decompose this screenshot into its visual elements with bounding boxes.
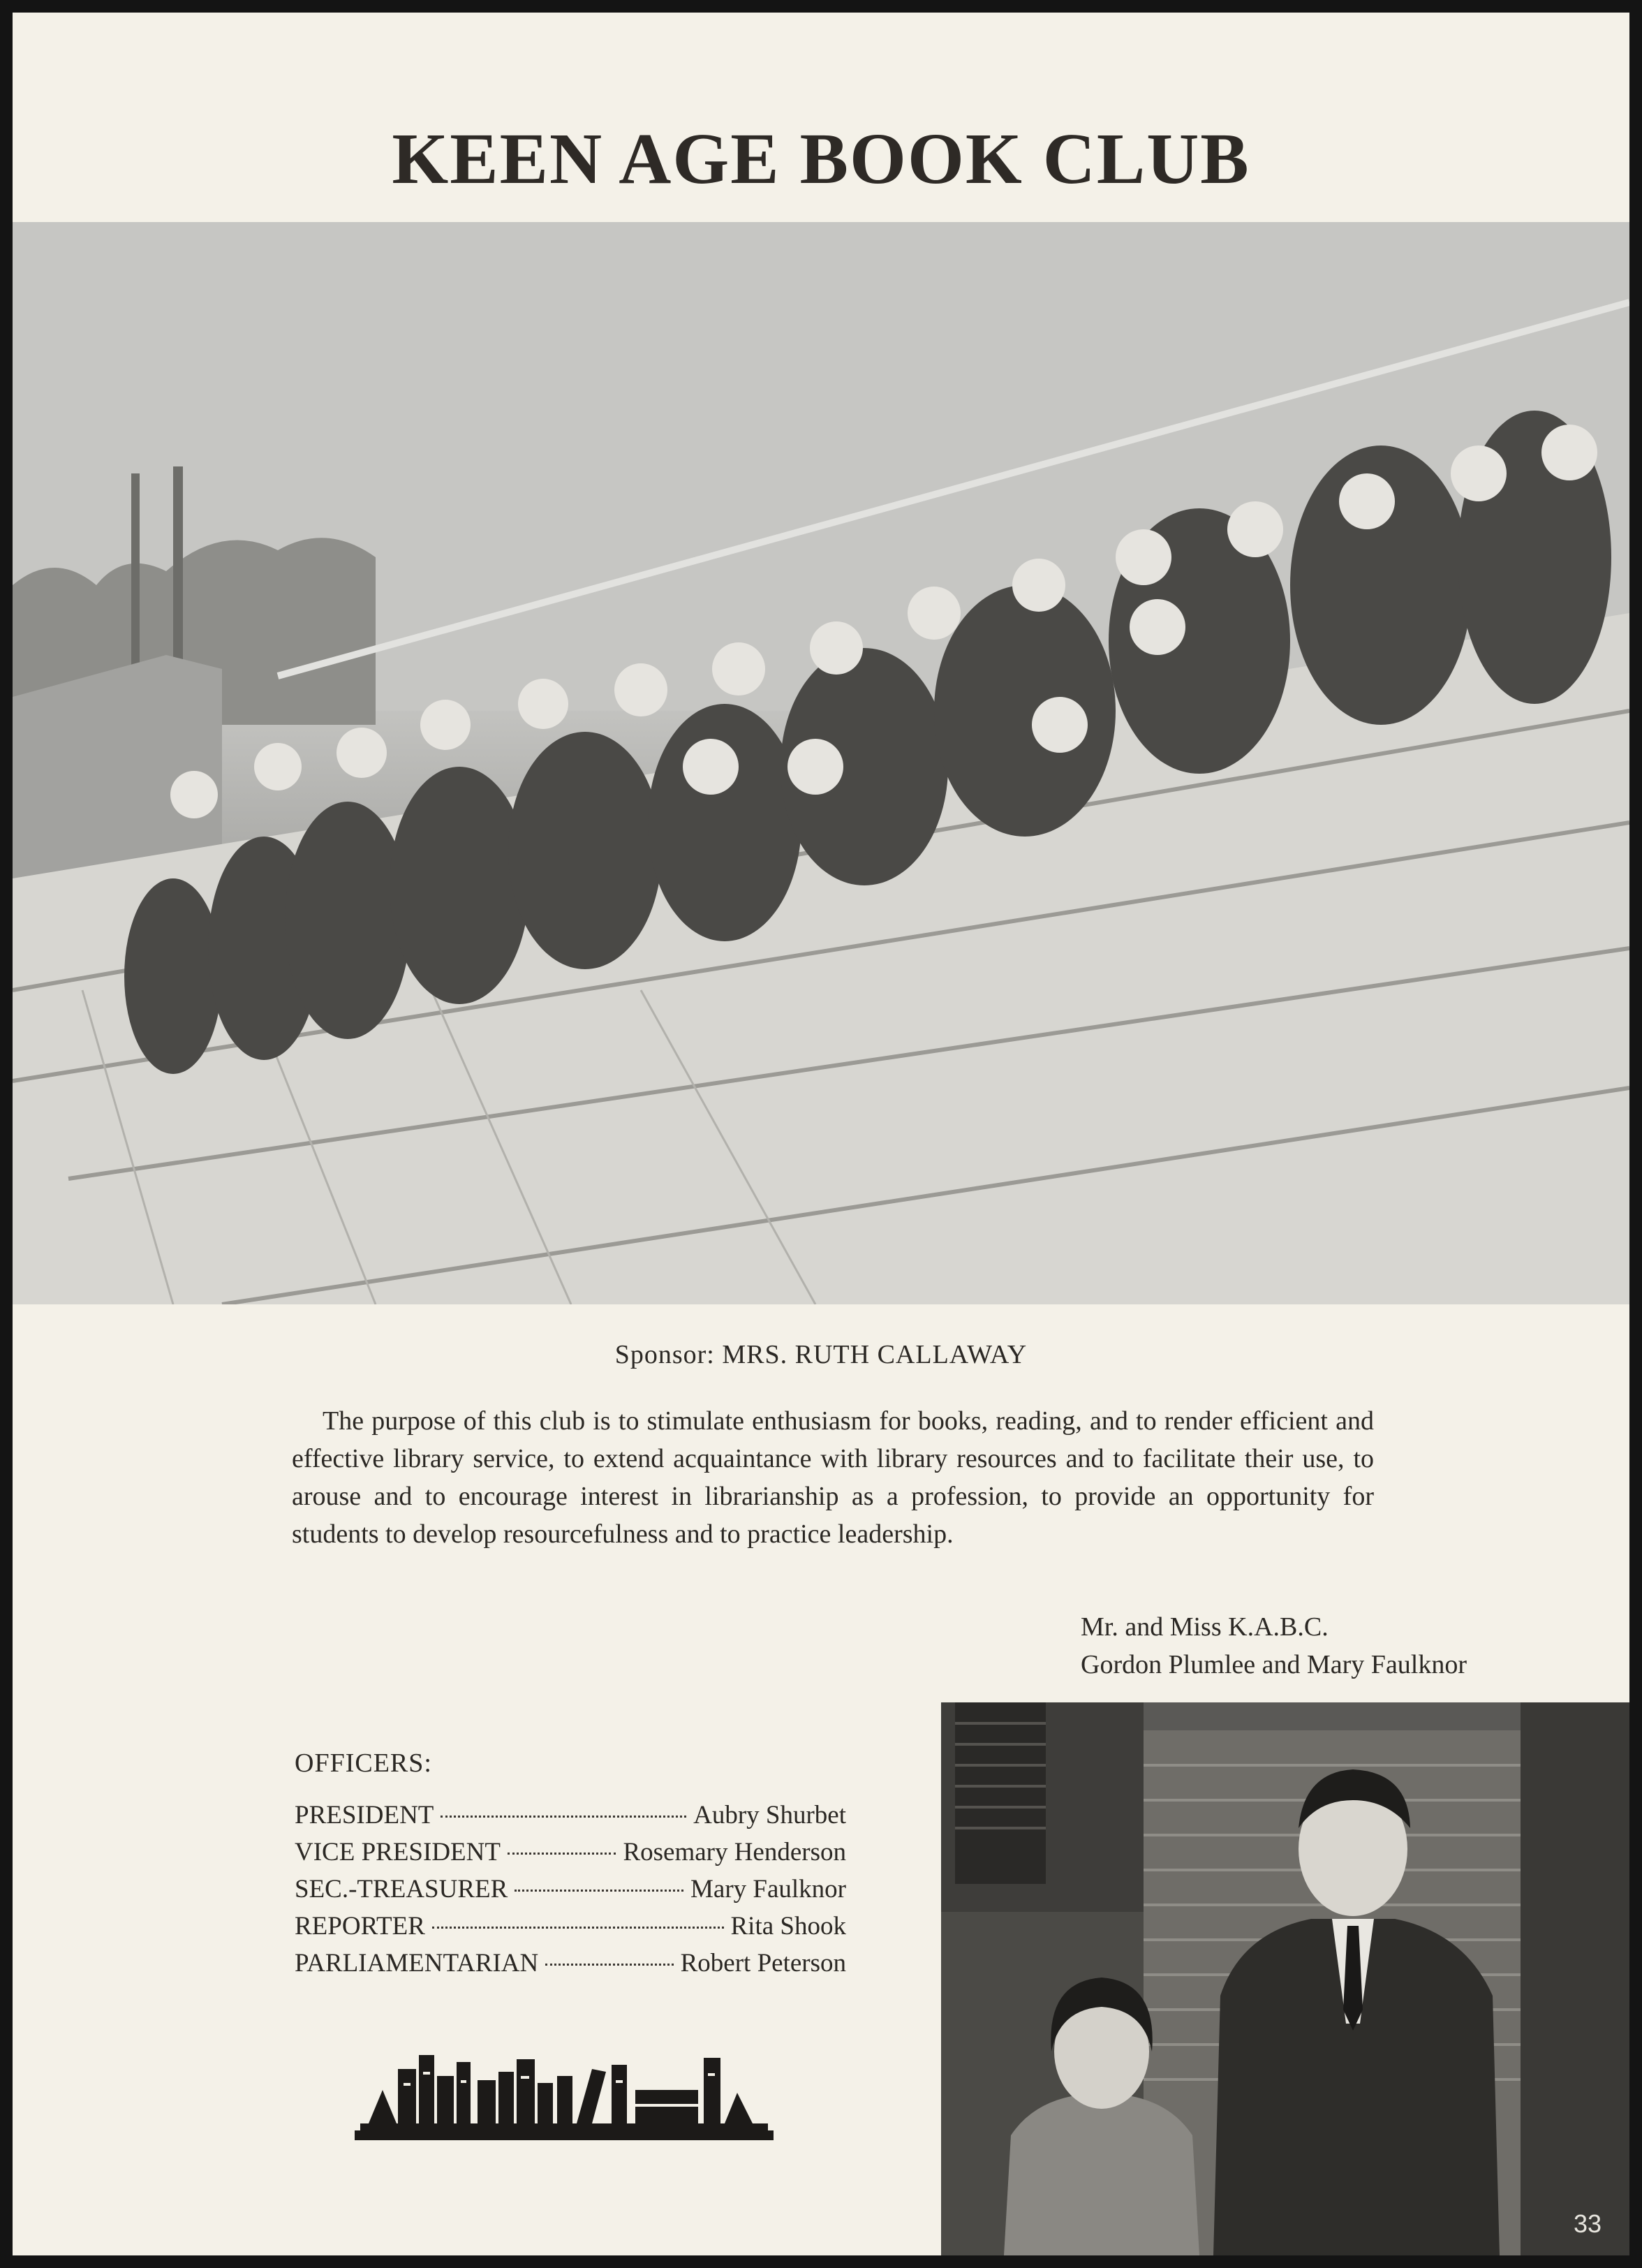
bookshelf-icon [355, 2041, 774, 2146]
officer-row [295, 1837, 846, 1874]
group-photo-icon [13, 222, 1629, 1304]
officers-heading: OFFICERS: [295, 1748, 432, 1778]
officer-row [295, 1911, 846, 1948]
leader-dots [432, 1927, 724, 1929]
leader-dots [508, 1853, 616, 1855]
officer-role: PARLIAMENTARIAN [295, 1949, 539, 1978]
leader-dots [545, 1964, 673, 1966]
sponsor-line: Sponsor: MRS. RUTH CALLAWAY [614, 1340, 1028, 1369]
page-number: 33 [1573, 2209, 1602, 2238]
officer-name: Robert Peterson [680, 1949, 846, 1978]
mr-and-miss-caption [1081, 1608, 1569, 1684]
officer-name: Mary Faulknor [690, 1875, 846, 1904]
officer-row [295, 1874, 846, 1911]
group-photo [13, 222, 1629, 1304]
officer-role: PRESIDENT [295, 1801, 434, 1829]
officer-role: REPORTER [295, 1912, 425, 1941]
officer-name: Aubry Shurbet [693, 1801, 846, 1829]
mr-and-miss-photo [941, 1702, 1629, 2255]
page-title: KEEN AGE BOOK CLUB [392, 119, 1250, 199]
club-purpose-paragraph: The purpose of this club is to stimulate enthusiasm for books, reading, and to render efficient and effective library service, to extend acquaintance with library resources and to facilitate their use, to arouse and to encourage interest in librarianship as a profession, to provide an opportunity for students to develop resourcefulness and to practice leadership. [292, 1406, 1374, 1549]
officer-row [295, 1800, 846, 1837]
officer-row [295, 1948, 846, 1985]
mr-and-miss-title: Mr. and Miss K.A.B.C. [1081, 1612, 1329, 1642]
yearbook-page [13, 13, 1629, 2255]
leader-dots [515, 1890, 683, 1892]
officer-role: VICE PRESIDENT [295, 1838, 501, 1866]
officer-name: Rita Shook [730, 1912, 846, 1941]
officers-list [295, 1800, 846, 1985]
officer-role: SEC.-TREASURER [295, 1875, 508, 1904]
officer-name: Rosemary Henderson [623, 1838, 846, 1866]
leader-dots [441, 1816, 686, 1818]
mr-and-miss-names: Gordon Plumlee and Mary Faulknor [1081, 1650, 1467, 1679]
